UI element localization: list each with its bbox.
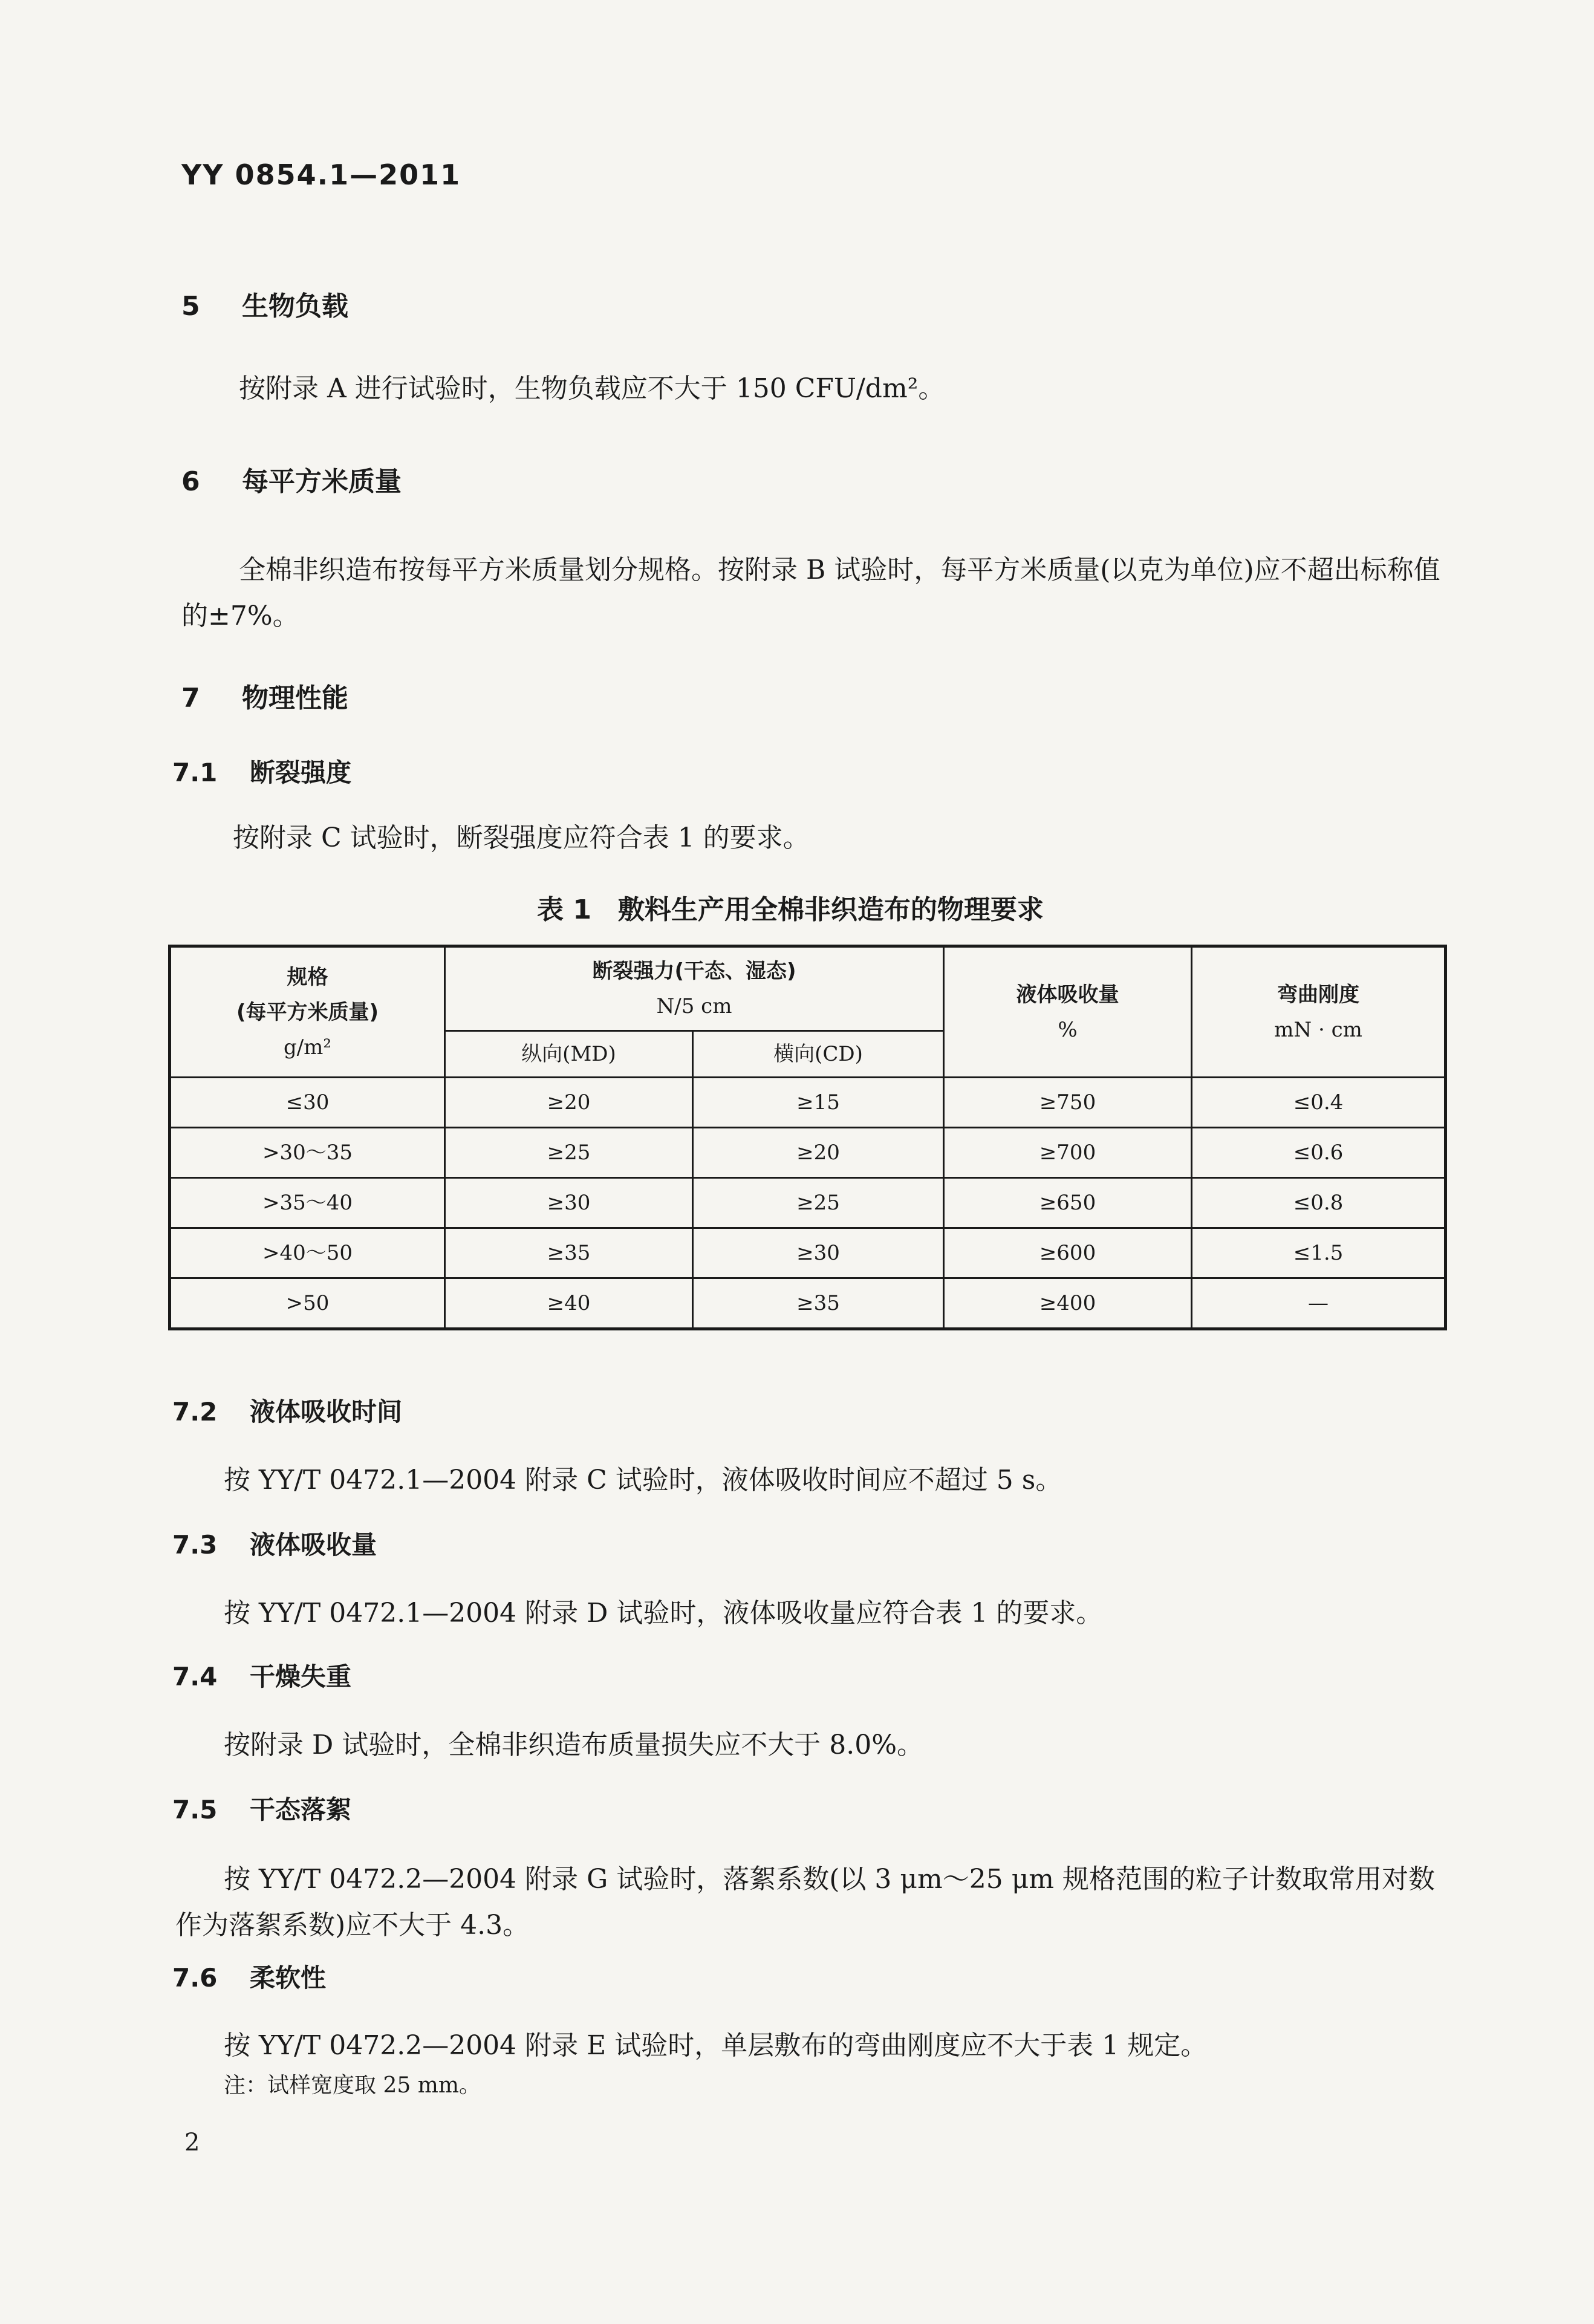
cell-cd: ≥30 [693,1228,944,1278]
document-code: YY 0854.1—2011 [181,158,461,191]
header-cd: 横向(CD) [693,1031,944,1078]
cell-cd: ≥15 [693,1078,944,1128]
table-1 [168,945,1447,1330]
cell-absorb: ≥700 [944,1128,1192,1178]
section-5-heading [181,284,348,323]
section-7-4-heading [172,1657,351,1693]
cell-absorb: ≥750 [944,1078,1192,1128]
section-7-5-text: 按 YY/T 0472.2—2004 附录 G 试验时，落絮系数(以 3 μm～25 μm 规格范围的粒子计数取常用对数作为落絮系数)应不大于 4.3。 [175,1864,1436,1941]
section-title: 干燥失重 [250,1662,352,1691]
section-7-2-heading [172,1392,402,1428]
section-number: 7.1 [172,758,218,787]
section-7-1-heading [172,753,351,789]
table-1-caption: 表 1 敷料生产用全棉非织造布的物理要求 [537,894,1044,925]
cell-cd: ≥25 [693,1178,944,1228]
section-7-3-heading [172,1525,377,1561]
section-title: 干态落絮 [250,1795,352,1824]
cell-bend: ≤0.4 [1192,1078,1446,1128]
cell-spec: >30～35 [170,1128,445,1178]
section-number: 7.6 [172,1963,218,1993]
cell-cd: ≥20 [693,1128,944,1178]
cell-bend: — [1192,1278,1446,1329]
header-spec: 规格 (每平方米质量) g/m² [170,946,445,1078]
section-7-6-note: 注：试样宽度取 25 mm。 [224,2073,481,2098]
cell-md: ≥25 [445,1128,693,1178]
cell-bend: ≤0.6 [1192,1128,1446,1178]
page-number: 2 [184,2129,200,2156]
cell-bend: ≤1.5 [1192,1228,1446,1278]
section-7-1-text: 按附录 C 试验时，断裂强度应符合表 1 的要求。 [233,822,810,853]
section-title: 生物负载 [242,291,348,322]
section-title: 液体吸收时间 [250,1397,403,1427]
section-7-6-heading [172,1958,326,1994]
cell-spec: ≤30 [170,1078,445,1128]
section-title: 物理性能 [242,683,348,714]
cell-absorb: ≥600 [944,1228,1192,1278]
cell-md: ≥40 [445,1278,693,1329]
section-7-3-text: 按 YY/T 0472.1—2004 附录 D 试验时，液体吸收量应符合表 1 的要求。 [224,1598,1103,1629]
section-title: 每平方米质量 [242,466,402,497]
cell-spec: >35～40 [170,1178,445,1228]
cell-absorb: ≥650 [944,1178,1192,1228]
cell-bend: ≤0.8 [1192,1178,1446,1228]
section-5-text: 按附录 A 进行试验时，生物负载应不大于 150 CFU/dm²。 [239,373,945,404]
section-6-heading [181,460,402,498]
table-row [170,1228,1446,1278]
section-6-text: 全棉非织造布按每平方米质量划分规格。按附录 B 试验时，每平方米质量(以克为单位)应不超出标称值的±7%。 [181,555,1440,631]
cell-md: ≥35 [445,1228,693,1278]
cell-absorb: ≥400 [944,1278,1192,1329]
section-title: 断裂强度 [250,758,352,787]
section-title: 柔软性 [250,1963,327,1993]
section-number: 7.2 [172,1397,218,1427]
cell-md: ≥30 [445,1178,693,1228]
section-number: 7 [181,683,200,714]
section-7-2-text: 按 YY/T 0472.1—2004 附录 C 试验时，液体吸收时间应不超过 5 s。 [224,1465,1062,1496]
header-absorption: 液体吸收量 % [944,946,1192,1078]
section-number: 7.4 [172,1662,218,1691]
header-breaking-strength: 断裂强力(干态、湿态) N/5 cm [445,946,944,1031]
section-7-4-text: 按附录 D 试验时，全棉非织造布质量损失应不大于 8.0%。 [224,1730,924,1760]
section-number: 7.3 [172,1530,218,1560]
cell-cd: ≥35 [693,1278,944,1329]
table-row [170,1278,1446,1329]
section-title: 液体吸收量 [250,1530,377,1560]
cell-spec: >40～50 [170,1228,445,1278]
section-number: 7.5 [172,1795,218,1824]
cell-spec: >50 [170,1278,445,1329]
header-md: 纵向(MD) [445,1031,693,1078]
header-bending-stiffness: 弯曲刚度 mN · cm [1192,946,1446,1078]
section-number: 6 [181,466,200,497]
table-row [170,1078,1446,1128]
section-7-5-heading [172,1790,351,1826]
table-row [170,1178,1446,1228]
section-7-6-text: 按 YY/T 0472.2—2004 附录 E 试验时，单层敷布的弯曲刚度应不大于表 1 规定。 [224,2030,1208,2061]
section-number: 5 [181,291,200,322]
table-row [170,1128,1446,1178]
cell-md: ≥20 [445,1078,693,1128]
section-7-heading [181,676,348,715]
